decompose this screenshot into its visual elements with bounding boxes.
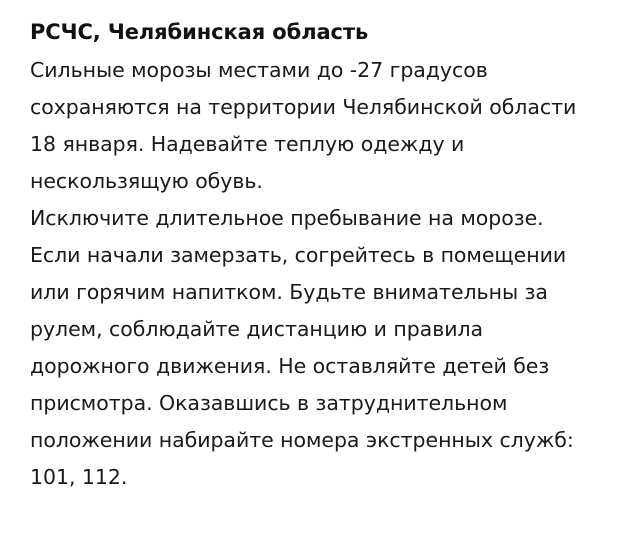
notice-body — [30, 52, 594, 496]
notice-paragraph-2: Исключите длительное пребывание на морозе. Если начали замерзать, согрейтесь в помещении или горячим напитком. Будьте внимательны за рулем, соблюдайте дистанцию и правила дорожного движения. Не оставляйте детей без присмотра. Оказавшись в затруднительном положении набирайте номера экстренных служб: 101, 112. — [30, 206, 574, 489]
notice-paragraph-1: Сильные морозы местами до -27 градусов сохраняются на территории Челябинской области 18 января. Надевайте теплую одежду и нескользящую обувь. — [30, 58, 577, 193]
notice-title: РСЧС, Челябинская область — [30, 20, 369, 44]
